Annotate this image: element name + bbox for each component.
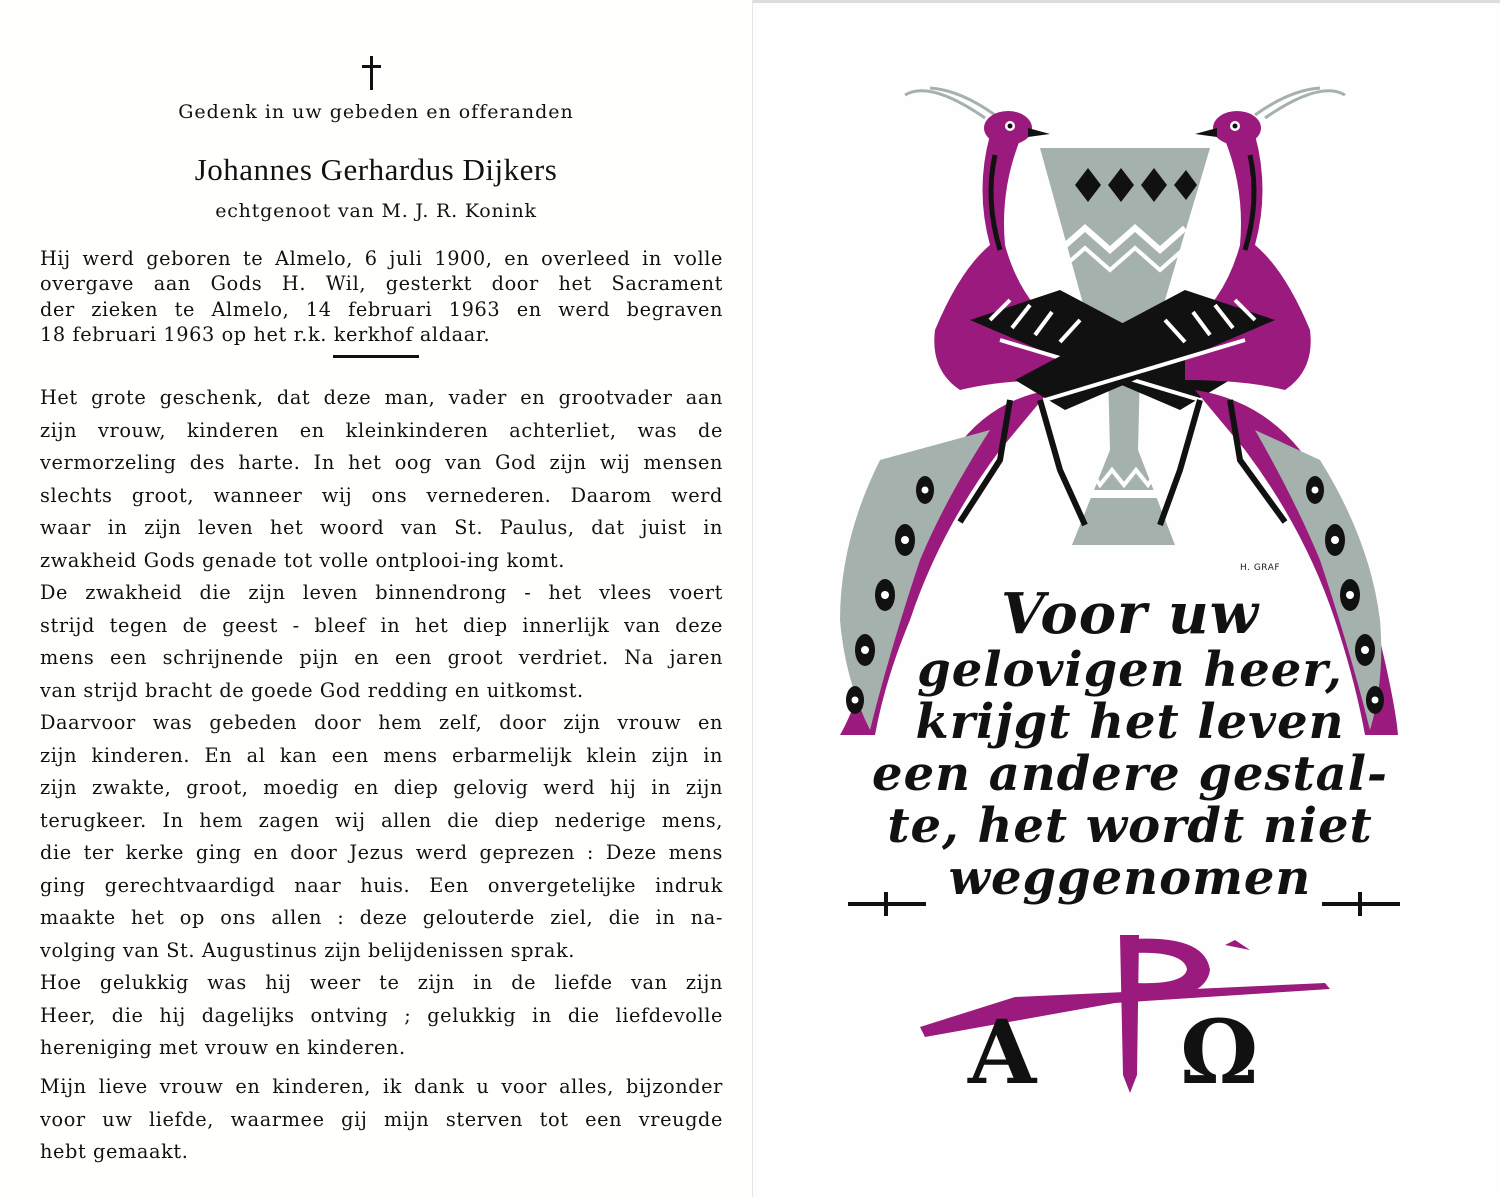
text-line: slechts groot, wanneer wij ons vernederen. Daarom werd — [40, 483, 723, 507]
text-line: van strijd bracht de goede God redding en uitkomst. — [40, 678, 584, 702]
intro-line: Gedenk in uw gebeden en offeranden — [178, 101, 574, 123]
text-line: zwakheid Gods genade tot volle ontplooi-ing komt. — [40, 548, 565, 572]
quote-line: Voor uw — [1001, 581, 1259, 647]
text-line: 18 februari 1963 op het r.k. kerkhof aldaar. — [40, 322, 491, 346]
text-line: Daarvoor was gebeden door hem zelf, door zijn vrouw en — [40, 711, 723, 734]
text-line: zijn vrouw, kinderen en kleinkinderen achterliet, was de — [40, 418, 723, 442]
quote-text — [840, 581, 1420, 906]
closing-text — [40, 1071, 723, 1169]
right-cross-icon — [1322, 892, 1400, 916]
omega-letter: Ω — [1180, 1000, 1259, 1104]
spouse-line: echtgenoot van M. J. R. Konink — [215, 200, 537, 222]
text-line: waar in zijn leven het woord van St. Paulus, dat juist in — [40, 516, 723, 539]
deceased-name: Johannes Gerhardus Dijkers — [194, 152, 558, 187]
text-line: mens een schrijnende pijn en een groot verdriet. Na jaren — [40, 646, 723, 669]
left-cross-icon — [848, 892, 926, 916]
text-line: ging gerechtvaardigd naar huis. Een onvergetelijke indruk — [40, 873, 723, 897]
divider — [333, 355, 419, 358]
text-line: der zieken te Almelo, 14 februari 1963 en werd begraven — [40, 297, 723, 321]
text-line: Hoe gelukkig was hij weer te zijn in de liefde van zijn — [40, 971, 723, 994]
quote-line: weggenomen — [948, 850, 1312, 906]
text-line: die ter kerke ging en door Jezus werd geprezen : Deze mens — [40, 841, 723, 864]
text-line: vermorzeling des harte. In het oog van God zijn wij mensen — [40, 451, 723, 474]
text-line: zijn kinderen. En al kan een mens erbarmelijk klein zijn in — [40, 743, 723, 767]
quote-line: krijgt het leven — [915, 694, 1345, 750]
text-line: maakte het op ons allen : deze gelouterde ziel, die in na- — [40, 906, 723, 929]
alpha-letter: A — [968, 1000, 1037, 1104]
birth-death-paragraph — [40, 246, 723, 347]
quote-line: een andere gestal- — [872, 746, 1388, 802]
text-line: strijd tegen de geest - bleef in het diep innerlijk van deze — [40, 613, 723, 637]
text-line: voor uw liefde, waarmee gij mijn sterven tot een vreugde — [40, 1107, 723, 1131]
memorial-text — [40, 382, 723, 1065]
text-line: Het grote geschenk, dat deze man, vader en grootvader aan — [40, 386, 723, 409]
text-line: overgave aan Gods H. Wil, gesterkt door het Sacrament — [40, 272, 723, 296]
quote-line: te, het wordt niet — [887, 798, 1373, 854]
text-line: zijn zwakte, groot, moedig en diep gelovig werd hij in zijn — [40, 776, 723, 799]
text-line: Hij werd geboren te Almelo, 6 juli 1900, en overleed in volle — [40, 247, 723, 270]
text-line: hebt gemaakt. — [40, 1140, 189, 1163]
text-line: De zwakheid die zijn leven binnendrong - het vlees voert — [40, 581, 723, 604]
text-line: Mijn lieve vrouw en kinderen, ik dank u voor alles, bijzonder — [40, 1075, 723, 1098]
text-line: volging van St. Augustinus zijn belijdenissen sprak. — [40, 938, 575, 962]
decorative-crosses — [840, 890, 1410, 920]
quote-line: gelovigen heer, — [917, 642, 1343, 698]
artist-signature: H. GRAF — [1240, 563, 1281, 573]
text-line: hereniging met vrouw en kinderen. — [40, 1036, 406, 1059]
text-line: terugkeer. In hem zagen wij allen die diep nederige mens, — [40, 808, 723, 832]
cross-icon — [360, 56, 384, 90]
text-line: Heer, die hij dagelijks ontving ; gelukkig in die liefdevolle — [40, 1003, 723, 1027]
